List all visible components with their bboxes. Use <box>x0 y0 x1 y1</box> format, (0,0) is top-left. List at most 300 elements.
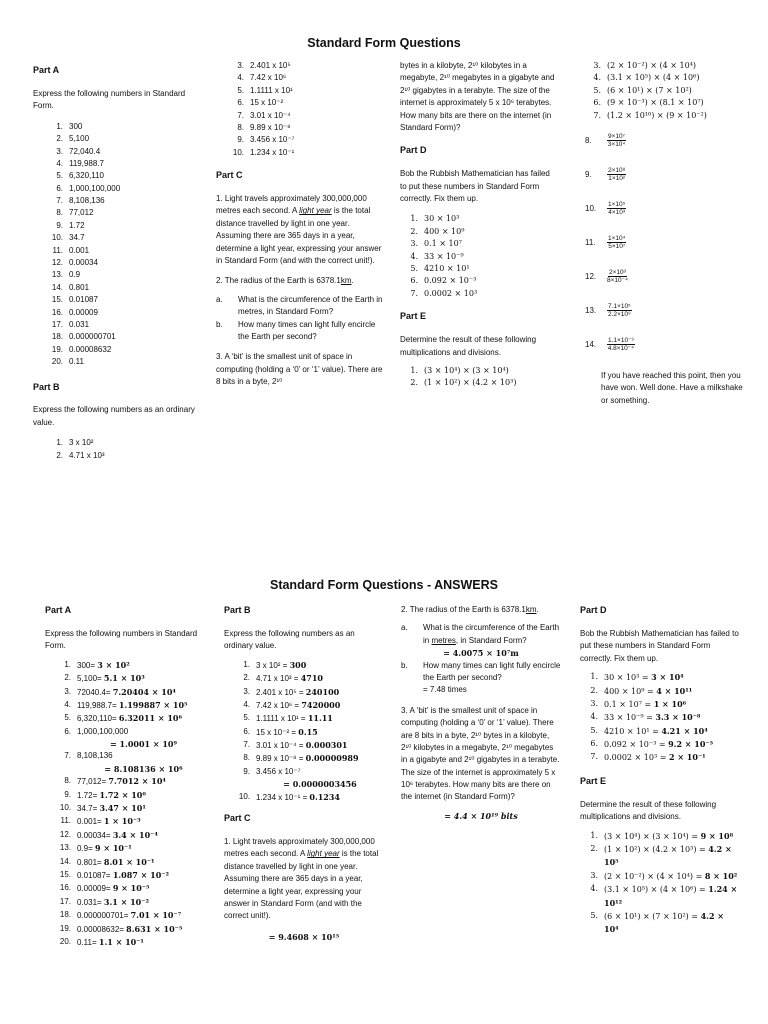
item-number: 8. <box>56 208 63 218</box>
ans-part-a-heading: Part A <box>45 605 72 615</box>
ans-part-b-question: 7.42 x 10⁶ = <box>256 700 302 710</box>
part-a-value: 0.00034 <box>69 258 98 268</box>
part-a-instructions: Express the following numbers in Standard Form. <box>33 88 186 111</box>
part-a-value: 72,040.4 <box>69 146 101 156</box>
ans-part-a-question: 72040.4= <box>77 687 113 697</box>
item-number: 4. <box>237 73 244 83</box>
ans-part-a-item <box>55 882 210 895</box>
fraction <box>607 269 628 286</box>
questions-title: Standard Form Questions <box>307 36 461 50</box>
ans-part-a-item <box>55 856 210 869</box>
ans-part-a-item <box>55 829 210 842</box>
part-b-item <box>228 72 386 84</box>
item-number: 2. <box>410 378 418 388</box>
ans-col-2 <box>224 604 384 943</box>
part-e-value: (3 × 10⁴) × (3 × 10⁴) <box>424 365 509 375</box>
ans-part-e-answer: 4.2 × 10⁵ <box>604 843 732 868</box>
fraction-item <box>585 260 745 294</box>
part-d-value: 0.0002 × 10³ <box>424 288 478 298</box>
fraction-item <box>585 158 745 192</box>
part-e-item <box>585 97 745 109</box>
ans-part-a-item <box>55 686 210 699</box>
item-number: 12. <box>585 271 597 281</box>
fraction <box>607 303 632 320</box>
item-number: 7. <box>243 740 250 750</box>
part-b-value: 9.89 x 10⁻⁸ <box>250 122 291 132</box>
ans-part-e-item <box>582 843 740 870</box>
item-number: 5. <box>590 725 598 735</box>
fraction-denominator: 4×10³ <box>608 209 626 217</box>
part-a-value: 34.7 <box>69 233 85 243</box>
part-e-fractions <box>585 124 745 362</box>
ans-part-a-answer: 7.01 × 10⁻⁷ <box>130 910 182 921</box>
part-a-value: 5,100 <box>69 134 90 144</box>
part-a-value: 0.00008632 <box>69 344 112 354</box>
ans-part-d-question: 400 × 10⁹ = <box>604 686 657 696</box>
ans-part-a-question: 0.000000701= <box>77 911 131 921</box>
item-number: 8. <box>585 135 592 145</box>
item-number: 11. <box>52 245 63 255</box>
part-b-value: 4.71 x 10³ <box>69 450 105 460</box>
item-number: 11. <box>60 816 71 826</box>
top-col-3 <box>400 60 555 390</box>
ans-part-a-item <box>55 726 210 751</box>
item-number: 4. <box>243 699 250 709</box>
ans-part-a-question: 0.031= <box>77 897 104 907</box>
item-number: 2. <box>56 134 63 144</box>
part-b-heading: Part B <box>33 381 60 392</box>
ans-part-a-answer: 3 × 10² <box>97 659 130 670</box>
part-c-heading: Part C <box>216 170 243 181</box>
ans-part-a-question: 5,100= <box>77 674 104 684</box>
part-e-value: (1 × 10²) × (4.2 × 10³) <box>424 378 517 388</box>
part-a-item <box>47 146 203 158</box>
ans-part-c-q2b-answer: = 7.48 times <box>423 685 467 695</box>
item-number: 7. <box>237 110 244 120</box>
part-a-item <box>47 257 203 269</box>
ans-part-e-question: (6 × 10¹) × (7 × 10²) = <box>604 911 701 921</box>
ans-part-a-answer: 1.72 × 10⁰ <box>99 789 146 800</box>
ans-part-a-question: 6,320,110= <box>77 714 119 724</box>
ans-part-c-q2a: a. What is the circumference of the Earth in metres, in Standard Form? <box>401 623 560 645</box>
ans-part-a-item <box>55 815 210 828</box>
part-a-item <box>47 344 203 356</box>
part-d-item <box>402 238 555 250</box>
part-b-item <box>228 110 386 122</box>
part-a-value: 0.9 <box>69 270 81 280</box>
part-a-item <box>47 245 203 257</box>
fraction <box>607 201 626 218</box>
item-number: 9. <box>56 220 63 230</box>
ans-part-b-item <box>234 672 384 685</box>
ans-part-b-item <box>234 686 384 699</box>
ans-part-c-q1-answer: = 9.4608 × 10¹⁵ <box>268 931 340 942</box>
ans-part-d-heading: Part D <box>580 605 607 615</box>
item-number: 13. <box>59 843 71 853</box>
item-number: 13. <box>585 305 597 315</box>
ans-part-b-question: 15 x 10⁻² = <box>256 727 299 737</box>
part-d-item <box>402 213 555 225</box>
part-b-item <box>47 437 203 449</box>
item-number: 4. <box>56 158 63 168</box>
part-c-q3: 3. A ‘bit’ is the smallest unit of space in computing (holding a ‘0’ or ‘1’ value). There are 8 bits in a byte, 2¹⁰ <box>216 352 383 387</box>
part-b-value: 2.401 x 10⁵ <box>250 61 291 70</box>
fraction-denominator: 5×10⁷ <box>608 243 626 251</box>
fraction-item <box>585 124 745 158</box>
ans-part-a-answer: 3.1 × 10⁻² <box>103 896 149 907</box>
part-b-value: 1.1111 x 10¹ <box>250 85 293 95</box>
item-number: 9. <box>64 789 71 799</box>
part-e-item <box>402 377 555 389</box>
part-b-list <box>33 437 203 462</box>
part-b-value: 3.01 x 10⁻⁴ <box>250 110 291 120</box>
part-e-list-continued <box>585 60 745 122</box>
ans-part-b-heading: Part B <box>224 605 251 615</box>
ans-part-b-question: 9.89 x 10⁻⁸ = <box>256 754 306 764</box>
ans-col-3 <box>401 604 561 822</box>
item-number: 5. <box>590 910 598 920</box>
item-number: 6. <box>56 183 63 193</box>
ans-part-a-answer: = 8.108136 × 10⁶ <box>104 763 183 774</box>
part-d-heading: Part D <box>400 145 427 156</box>
ans-part-e-question: (1 × 10²) × (4.2 × 10³) = <box>604 844 709 854</box>
part-a-value: 8,108,136 <box>69 196 105 206</box>
ans-part-a-answer: 6.32011 × 10⁶ <box>118 713 182 724</box>
part-c-q2a: a. What is the circumference of the Earth in metres, in Standard Form? <box>216 294 383 317</box>
ans-part-b-question: 4.71 x 10³ = <box>256 674 301 684</box>
part-a-item <box>47 121 203 133</box>
ans-part-b-answer: 0.000301 <box>305 740 348 751</box>
part-a-value: 0.00009 <box>69 307 98 317</box>
ans-part-a-question: 1,000,100,000 <box>77 726 129 736</box>
ans-part-a-question: 0.00008632= <box>77 924 127 934</box>
part-a-item <box>47 269 203 281</box>
item-number: 17. <box>51 319 63 329</box>
part-a-value: 0.031 <box>69 319 90 329</box>
ans-part-a-list <box>45 659 210 950</box>
ans-part-e-question: (3.1 × 10⁵) × (4 × 10⁶) = <box>604 885 709 895</box>
closing-message: If you have reached this point, then you have won. Well done. Have a milkshake or something. <box>601 370 743 405</box>
part-e-list <box>400 365 555 390</box>
part-e-item <box>585 85 745 97</box>
fraction-item <box>585 294 745 328</box>
ans-part-a-question: 119,988.7= <box>77 700 119 710</box>
item-number: 16. <box>51 307 63 317</box>
item-number: 2. <box>243 673 250 683</box>
part-b-value: 1.234 x 10⁻¹ <box>250 147 295 157</box>
part-e-value: (1.2 × 10¹⁰) × (9 × 10⁻²) <box>607 110 707 120</box>
part-e-value: (3.1 × 10⁵) × (4 × 10⁶) <box>607 73 700 83</box>
ans-part-a-answer: 1.1 × 10⁻¹ <box>98 936 144 947</box>
item-number: 10. <box>51 233 63 243</box>
item-number: 4. <box>593 73 601 83</box>
ans-part-a-answer: 5.1 × 10³ <box>103 673 145 684</box>
ans-part-a-answer: 1.087 × 10⁻² <box>112 869 169 880</box>
fraction-numerator: 2×10⁸ <box>608 166 626 174</box>
ans-part-b-item <box>234 752 384 765</box>
item-number: 18. <box>59 910 71 920</box>
ans-part-b-item <box>234 766 384 791</box>
ans-part-a-question: 0.9= <box>77 844 96 854</box>
item-number: 13. <box>51 270 63 280</box>
ans-part-d-answer: 1 × 10⁶ <box>653 698 687 709</box>
ans-part-e-answer: 1.24 × 10¹² <box>604 884 738 908</box>
part-b-list-continued <box>216 60 386 159</box>
fraction-numerator: 1×10⁴ <box>608 234 626 242</box>
item-number: 8. <box>237 122 244 132</box>
part-b-item <box>228 147 386 159</box>
part-b-value: 7.42 x 10⁶ <box>250 73 287 83</box>
item-number: 5. <box>243 713 250 723</box>
ans-part-e-list <box>580 830 740 937</box>
part-a-value: 0.11 <box>69 357 84 367</box>
item-number: 6. <box>237 98 244 108</box>
ans-part-a-answer: 9 × 10⁻¹ <box>95 843 132 854</box>
part-d-item <box>402 263 555 275</box>
ans-part-b-answer: 0.1234 <box>309 791 340 802</box>
ans-part-a-question: 0.801= <box>77 857 104 867</box>
ans-part-a-question: 0.00009= <box>77 884 113 894</box>
item-number: 3. <box>56 146 63 156</box>
item-number: 2. <box>590 843 598 853</box>
ans-part-a-answer: 8.631 × 10⁻⁵ <box>126 923 183 934</box>
item-number: 6. <box>410 276 418 286</box>
ans-part-e-answer: 9 × 10⁸ <box>700 830 734 841</box>
part-a-item <box>47 170 203 182</box>
fraction <box>607 337 635 354</box>
ans-part-b-question: 3 x 10² = <box>256 660 290 670</box>
ans-part-d-question: 0.092 × 10⁻³ = <box>604 740 669 750</box>
ans-part-e-item <box>582 910 740 937</box>
ans-part-a-question: 0.01087= <box>77 870 113 880</box>
item-number: 4. <box>590 712 598 722</box>
ans-part-a-question: 0.00034= <box>77 830 113 840</box>
part-e-item <box>402 365 555 377</box>
ans-part-b-answer: 11.11 <box>307 713 333 724</box>
ans-part-d-answer: 4.21 × 10⁴ <box>661 725 708 736</box>
item-number: 7. <box>593 110 601 120</box>
ans-part-b-item <box>234 699 384 712</box>
ans-part-a-item <box>55 699 210 712</box>
part-b-value: 3 x 10² <box>69 438 94 448</box>
ans-part-c-q2: 2. The radius of the Earth is 6378.1km. <box>401 605 539 614</box>
ans-part-b-answer: 7420000 <box>301 699 341 710</box>
ans-part-a-item <box>55 659 210 672</box>
ans-part-a-question: 0.11= <box>77 937 99 947</box>
item-number: 8. <box>243 753 250 763</box>
ans-part-d-answer: 9.2 × 10⁻⁵ <box>668 739 714 750</box>
item-number: 1. <box>410 365 418 375</box>
ans-part-c-q2b: b. How many times can light fully encircle the Earth per second? <box>401 660 561 682</box>
ans-part-a-answer: 7.7012 × 10⁴ <box>108 776 166 787</box>
ans-part-a-item <box>55 896 210 909</box>
fraction-item <box>585 226 745 260</box>
fraction-denominator: 2.2×10⁹ <box>607 311 631 319</box>
ans-part-a-question: 8,108,136 <box>77 751 113 761</box>
ans-part-b-list <box>224 659 384 804</box>
fraction-numerator: 9×10⁷ <box>608 132 625 140</box>
ans-part-c-q2a-answer: = 4.0075 × 10⁷m <box>443 648 519 659</box>
item-number: 5. <box>593 85 601 95</box>
ans-part-d-answer: 3 × 10⁴ <box>651 672 684 683</box>
item-number: 3. <box>590 870 598 880</box>
ans-col-1 <box>45 604 210 949</box>
item-number: 14. <box>585 339 597 349</box>
part-a-value: 0.000000701 <box>69 332 116 342</box>
fraction <box>607 133 626 150</box>
answers-title: Standard Form Questions - ANSWERS <box>269 578 499 592</box>
part-a-item <box>47 195 203 207</box>
ans-part-e-item <box>582 870 740 883</box>
part-d-item <box>402 226 555 238</box>
ans-part-d-question: 0.0002 × 10³ = <box>604 753 669 763</box>
ans-part-b-instructions: Express the following numbers as an ordinary value. <box>224 628 355 651</box>
ans-part-a-answer: 8.01 × 10⁻¹ <box>103 856 155 867</box>
ans-part-a-item <box>55 869 210 882</box>
item-number: 20. <box>51 357 63 367</box>
ans-part-a-question: 300= <box>77 660 98 670</box>
ans-part-b-answer: 300 <box>289 659 307 670</box>
ans-part-a-item <box>55 775 210 788</box>
item-number: 7. <box>56 196 63 206</box>
item-number: 7. <box>590 752 598 762</box>
part-b-instructions: Express the following numbers as an ordinary value. <box>33 405 195 427</box>
ans-part-d-item <box>582 725 740 738</box>
item-number: 3. <box>593 61 601 70</box>
ans-part-e-item <box>582 830 740 843</box>
part-c-q2b: b. How many times can light fully encircle the Earth per second? <box>216 319 376 341</box>
ans-part-d-list <box>580 671 740 765</box>
part-a-item <box>47 232 203 244</box>
part-a-value: 0.801 <box>69 282 90 292</box>
ans-part-e-item <box>582 883 740 910</box>
part-e-item <box>585 60 745 72</box>
part-a-item <box>47 282 203 294</box>
item-number: 1. <box>410 214 418 224</box>
item-number: 18. <box>51 332 63 342</box>
item-number: 17. <box>59 896 71 906</box>
part-d-value: 4210 × 10¹ <box>424 264 470 274</box>
part-d-item <box>402 275 555 287</box>
item-number: 4. <box>410 251 418 261</box>
part-a-value: 119,988.7 <box>69 158 104 168</box>
part-c-q1: 1. Light travels approximately 300,000,000 metres each second. A light year is the total distance travelled by light in one year. Assuming there are 365 days in a year, determine a light year, expressing your answer in Standard Form (and with the correct unit!). <box>216 194 382 266</box>
ans-part-b-question: 1.1111 x 10¹ = <box>256 714 308 724</box>
ans-part-a-item <box>55 789 210 802</box>
part-d-value: 400 × 10⁹ <box>424 226 465 236</box>
fraction-denominator: 4.8×10⁻⁴ <box>607 345 634 353</box>
ans-part-d-item <box>582 711 740 724</box>
top-col-4 <box>585 60 745 413</box>
ans-part-d-item <box>582 671 740 684</box>
ans-part-a-item <box>55 909 210 922</box>
ans-part-b-item <box>234 659 384 672</box>
ans-part-a-question: 34.7= <box>77 804 100 814</box>
item-number: 15. <box>51 295 63 305</box>
part-d-list <box>400 213 555 300</box>
ans-part-a-question: 77,012= <box>77 777 109 787</box>
item-number: 12. <box>59 829 71 839</box>
ans-part-a-answer: 7.20404 × 10⁴ <box>112 686 176 697</box>
item-number: 1. <box>56 438 63 448</box>
ans-part-b-answer: 0.15 <box>298 726 318 737</box>
part-a-value: 1.72 <box>69 220 85 230</box>
ans-part-b-item <box>234 791 384 804</box>
ans-part-b-item <box>234 739 384 752</box>
top-col-1 <box>33 64 203 462</box>
part-a-item <box>47 158 203 170</box>
ans-part-a-answer: 1 × 10⁻³ <box>103 816 141 827</box>
part-a-item <box>47 207 203 219</box>
part-a-heading: Part A <box>33 65 60 75</box>
ans-part-d-question: 33 × 10⁻⁹ = <box>604 713 656 723</box>
item-number: 4. <box>590 884 598 894</box>
item-number: 5. <box>237 85 244 95</box>
ans-part-b-item <box>234 726 384 739</box>
item-number: 16. <box>59 883 71 893</box>
item-number: 1. <box>56 121 63 131</box>
ans-part-b-question: 2.401 x 10⁵ = <box>256 687 306 697</box>
ans-part-d-answer: 4 × 10¹¹ <box>656 685 693 696</box>
item-number: 1. <box>590 830 598 840</box>
item-number: 1. <box>590 672 598 682</box>
ans-part-b-answer: 240100 <box>305 686 340 697</box>
part-e-value: (6 × 10¹) × (7 × 10²) <box>607 85 692 95</box>
part-a-item <box>47 220 203 232</box>
item-number: 15. <box>59 869 71 879</box>
ans-part-a-answer: = 1.0001 × 10⁹ <box>109 739 177 750</box>
part-b-value: 15 x 10⁻² <box>250 98 284 108</box>
item-number: 8. <box>64 776 71 786</box>
part-d-value: 33 × 10⁻⁹ <box>424 251 464 261</box>
ans-part-d-question: 30 × 10³ = <box>604 673 652 683</box>
ans-part-d-item <box>582 738 740 751</box>
part-b-item <box>228 134 386 146</box>
ans-part-e-answer: 4.2 × 10⁴ <box>604 910 724 935</box>
part-d-item <box>402 251 555 263</box>
ans-part-e-question: (2 × 10⁻²) × (4 × 10⁴) = <box>604 871 705 881</box>
part-c-q3-continued: bytes in a kilobyte, 2¹⁰ kilobytes in a megabyte, 2¹⁰ megabytes in a gigabyte and 2¹⁰ gigabytes in a terabyte. The size of the internet is approximately 5 x 10⁶ terabytes. How many bits are there on the internet (in Standard Form)? <box>400 61 555 132</box>
part-a-list <box>33 121 203 369</box>
ans-part-c-q1: 1. Light travels approximately 300,000,000 metres each second. A light year is the total distance travelled by light in one year. Assuming there are 365 days in a year, determine a light year, expressing your answer in Standard Form (and with the correct unit!). <box>224 836 379 921</box>
item-number: 6. <box>64 726 71 736</box>
item-number: 3. <box>64 686 71 696</box>
item-number: 5. <box>56 171 63 181</box>
ans-part-a-item <box>55 712 210 725</box>
item-number: 2. <box>64 673 71 683</box>
item-number: 3. <box>410 239 418 249</box>
item-number: 2. <box>590 685 598 695</box>
item-number: 6. <box>243 726 250 736</box>
ans-part-b-answer: 4710 <box>300 673 323 684</box>
ans-part-b-item <box>234 712 384 725</box>
item-number: 7. <box>410 288 418 298</box>
ans-part-a-item <box>55 672 210 685</box>
ans-part-b-question: 3.01 x 10⁻⁴ = <box>256 741 306 751</box>
item-number: 1. <box>64 659 71 669</box>
ans-part-d-item <box>582 685 740 698</box>
item-number: 10. <box>59 803 71 813</box>
item-number: 10. <box>585 203 597 213</box>
ans-part-d-question: 4210 × 10¹ = <box>604 726 662 736</box>
item-number: 9. <box>585 169 592 179</box>
item-number: 2. <box>56 450 63 460</box>
item-number: 5. <box>64 713 71 723</box>
part-b-item <box>228 97 386 109</box>
fraction-numerator: 2×10³ <box>609 268 626 276</box>
fraction-item <box>585 192 745 226</box>
part-b-item <box>228 122 386 134</box>
